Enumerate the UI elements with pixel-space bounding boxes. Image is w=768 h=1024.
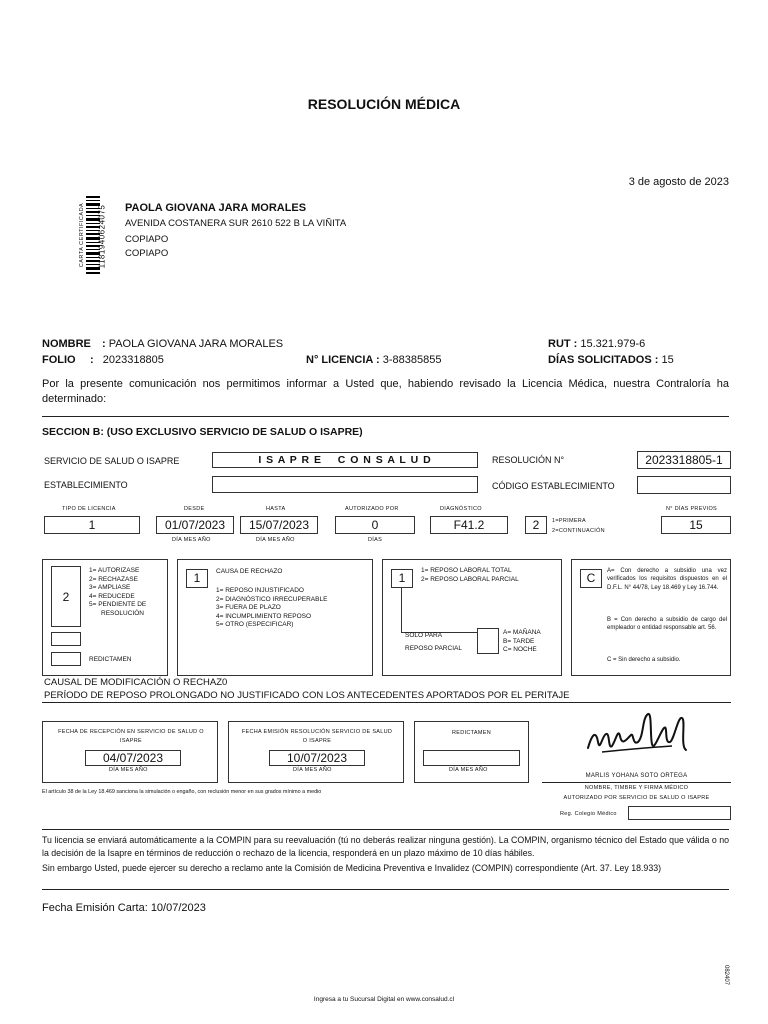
intro-text: Por la presente comunicación nos permitimos informar a Usted que, habiendo revisado la Licencia Médica, nuestra Contraloría ha determinado: bbox=[42, 378, 729, 405]
nombre-row: NOMBRE : PAOLA GIOVANA JARA MORALES bbox=[42, 338, 284, 350]
rut-value: 15.321.979-6 bbox=[580, 338, 646, 350]
subsidio-c: C = Sin derecho a subsidio. bbox=[607, 657, 681, 663]
web-text: Ingresa a tu Sucursal Digital en www.consalud.cl bbox=[313, 996, 455, 1003]
desde-dma: DÍA MES AÑO bbox=[172, 537, 211, 543]
firma-line bbox=[542, 782, 731, 783]
servicio-field: I S A P R E C O N S A L U D bbox=[212, 452, 478, 468]
tipo-label: TIPO DE LICENCIA bbox=[62, 506, 116, 512]
primera-label: 1=PRIMERA bbox=[552, 518, 587, 524]
hasta-field: 15/07/2023 bbox=[240, 516, 318, 534]
page-title: RESOLUCIÓN MÉDICA bbox=[307, 96, 461, 112]
folio-label: FOLIO bbox=[42, 354, 76, 366]
primera-field: 2 bbox=[525, 516, 547, 534]
resolucion-options: 1= AUTORIZASE 2= RECHAZASE 3= AMPLIASE 4= REDUCEDE 5= PENDIENTE DE RESOLUCIÓN bbox=[89, 567, 147, 617]
dias-unit: DÍAS bbox=[368, 537, 383, 543]
folio-value: 2023318805 bbox=[102, 354, 164, 366]
recepcion-box bbox=[42, 721, 218, 783]
articulo-text: El artículo 38 de la Ley 18.469 sanciona la simulación o engaño, con reclusión menor en sus grados mínimo a medio bbox=[42, 789, 322, 795]
dias-row bbox=[548, 354, 674, 366]
footer-divider bbox=[42, 829, 729, 830]
diagnostico-field: F41.2 bbox=[430, 516, 508, 534]
establecimiento-field bbox=[212, 476, 478, 493]
dias-value: 15 bbox=[661, 354, 674, 366]
solo-para: SOLO PARA bbox=[405, 632, 443, 639]
codigo-field bbox=[637, 476, 731, 494]
jornada-options: A= MAÑANA B= TARDE C= NOCHE bbox=[503, 629, 541, 654]
reg-field bbox=[628, 806, 731, 820]
footer-divider-2 bbox=[42, 889, 729, 890]
subsidio-a: A= Con derecho a subsidio una vez verificados los requisitos dispuestos en el D.F.L. N° 44/78, Ley 18.469 y Ley 16.744. bbox=[607, 568, 727, 591]
resolucion-label: RESOLUCIÓN N° bbox=[492, 455, 565, 465]
licencia-label: N° LICENCIA : bbox=[306, 354, 380, 366]
tipo-field: 1 bbox=[44, 516, 140, 534]
addressee-region: COPIAPO bbox=[125, 248, 169, 259]
dias-previos-label: N° DÍAS PREVIOS bbox=[666, 506, 718, 512]
resolucion-extra-field bbox=[51, 632, 81, 646]
jornada-field bbox=[477, 628, 499, 654]
autorizado-label: AUTORIZADO POR bbox=[345, 506, 399, 512]
resolucion-field: 2023318805-1 bbox=[637, 451, 731, 469]
redictamen-box bbox=[414, 721, 529, 783]
addressee-name: PAOLA GIOVANA JARA MORALES bbox=[125, 202, 307, 214]
signature-icon bbox=[582, 706, 694, 768]
divider bbox=[42, 416, 729, 417]
redictamen-field bbox=[51, 652, 81, 666]
causa-title: CAUSA DE RECHAZO bbox=[216, 568, 283, 575]
hasta-label: HASTA bbox=[266, 506, 286, 512]
subsidio-b: B = Con derecho a subsidio de cargo del empleador o entidad responsable art. 56. bbox=[607, 617, 727, 632]
nombre-label: NOMBRE bbox=[42, 338, 91, 350]
recepcion-field: 04/07/2023 bbox=[85, 750, 181, 766]
resolucion-box bbox=[42, 559, 168, 676]
footer-text-2: Sin embargo Usted, puede ejercer su derecho a reclamo ante la Comisión de Medicina Preventiva e Invalidez (COMPIN) correspondiente (Art. 37. Ley 18.933) bbox=[42, 863, 662, 873]
medico-name: MARLIS YOHANA SOTO ORTEGA bbox=[585, 773, 688, 779]
firma-line1: NOMBRE, TIMBRE Y FIRMA MÉDICO bbox=[584, 785, 689, 791]
desde-field: 01/07/2023 bbox=[156, 516, 234, 534]
redictamen-box-label: REDICTAMEN bbox=[452, 730, 491, 736]
tipo-reposo-box bbox=[382, 559, 562, 676]
letter-date: 3 de agosto de 2023 bbox=[628, 176, 729, 188]
barcode-number: 1181940624075 bbox=[97, 204, 107, 269]
reposo-connector bbox=[401, 588, 402, 632]
emision-field: 10/07/2023 bbox=[269, 750, 365, 766]
causa-options: 1= REPOSO INJUSTIFICADO 2= DIAGNÓSTICO IRRECUPERABLE 3= FUERA DE PLAZO 4= INCUMPLIMIENTO REPOSO 5= OTRO (ESPECIFICAR) bbox=[216, 587, 328, 629]
hasta-dma: DÍA MES AÑO bbox=[256, 537, 295, 543]
reposo-options: 1= REPOSO LABORAL TOTAL 2= REPOSO LABORAL PARCIAL bbox=[421, 567, 519, 583]
emision-label: FECHA EMISIÓN RESOLUCIÓN SERVICIO DE SALUD O ISAPRE bbox=[241, 729, 393, 744]
causa-rechazo-box bbox=[177, 559, 373, 676]
side-code: 082407 bbox=[723, 964, 729, 986]
causa-choice: 1 bbox=[186, 569, 208, 588]
rut-row bbox=[548, 338, 645, 350]
dias-label: DÍAS SOLICITADOS : bbox=[548, 354, 659, 366]
licencia-row bbox=[306, 354, 441, 366]
desde-label: DESDE bbox=[184, 506, 205, 512]
emision-box bbox=[228, 721, 404, 783]
folio-row: FOLIO : 2023318805 bbox=[42, 354, 164, 366]
fecha-emision: Fecha Emisión Carta: 10/07/2023 bbox=[42, 902, 206, 914]
diagnostico-label: DIAGNÓSTICO bbox=[440, 506, 482, 512]
section-b-title: SECCION B: (USO EXCLUSIVO SERVICIO DE SALUD O ISAPRE) bbox=[42, 426, 363, 438]
firma-line2: AUTORIZADO POR SERVICIO DE SALUD O ISAPRE bbox=[563, 795, 710, 801]
redictamen-label: REDICTAMEN bbox=[89, 656, 132, 663]
continuacion-label: 2=CONTINUACIÓN bbox=[552, 528, 605, 534]
reposo-choice: 1 bbox=[391, 569, 413, 588]
causal-label: CAUSAL DE MODIFICACIÓN O RECHAZ0 bbox=[44, 677, 228, 688]
resolucion-choice: 2 bbox=[51, 566, 81, 627]
reg-label: Reg. Colegio Médico bbox=[560, 811, 617, 817]
establecimiento-label: ESTABLECIMIENTO bbox=[44, 480, 128, 490]
emision-dma: DÍA MES AÑO bbox=[293, 767, 332, 773]
recepcion-label: FECHA DE RECEPCIÓN EN SERVICIO DE SALUD O ISAPRE bbox=[58, 729, 204, 744]
redictamen-date-field bbox=[423, 750, 520, 766]
autorizado-field: 0 bbox=[335, 516, 415, 534]
redictamen-dma: DÍA MES AÑO bbox=[449, 767, 488, 773]
codigo-label: CÓDIGO ESTABLECIMIENTO bbox=[492, 481, 615, 491]
causal-text: PERÍODO DE REPOSO PROLONGADO NO JUSTIFICADO CON LOS ANTECEDENTES APORTADOS POR EL PERITAJE bbox=[44, 690, 570, 701]
barcode-side-text: CARTA CERTIFICADA bbox=[79, 202, 85, 268]
licencia-value: 3-88385855 bbox=[382, 354, 442, 366]
reposo-parcial: REPOSO PARCIAL bbox=[405, 645, 462, 652]
addressee-city: COPIAPO bbox=[125, 234, 169, 245]
subsidio-choice: C bbox=[580, 569, 602, 588]
addressee-street: AVENIDA COSTANERA SUR 2610 522 B LA VIÑITA bbox=[125, 218, 347, 229]
subsidio-box bbox=[571, 559, 731, 676]
causal-underline bbox=[42, 702, 731, 703]
rut-label: RUT : bbox=[548, 338, 578, 350]
nombre-value: PAOLA GIOVANA JARA MORALES bbox=[108, 338, 284, 350]
servicio-label: SERVICIO DE SALUD O ISAPRE bbox=[44, 456, 180, 466]
footer-text-1: Tu licencia se enviará automáticamente a la COMPIN para su reevaluación (tú no deberás realizar ninguna gestión). La COMPIN, organismo técnico del Estado que válida o no la decisión de la Isapre en términos de reducción o rechazo de la licencia, responderá en un plazo máximo de 10 días hábiles. bbox=[42, 835, 729, 858]
recepcion-dma: DÍA MES AÑO bbox=[109, 767, 148, 773]
dias-previos-field: 15 bbox=[661, 516, 731, 534]
